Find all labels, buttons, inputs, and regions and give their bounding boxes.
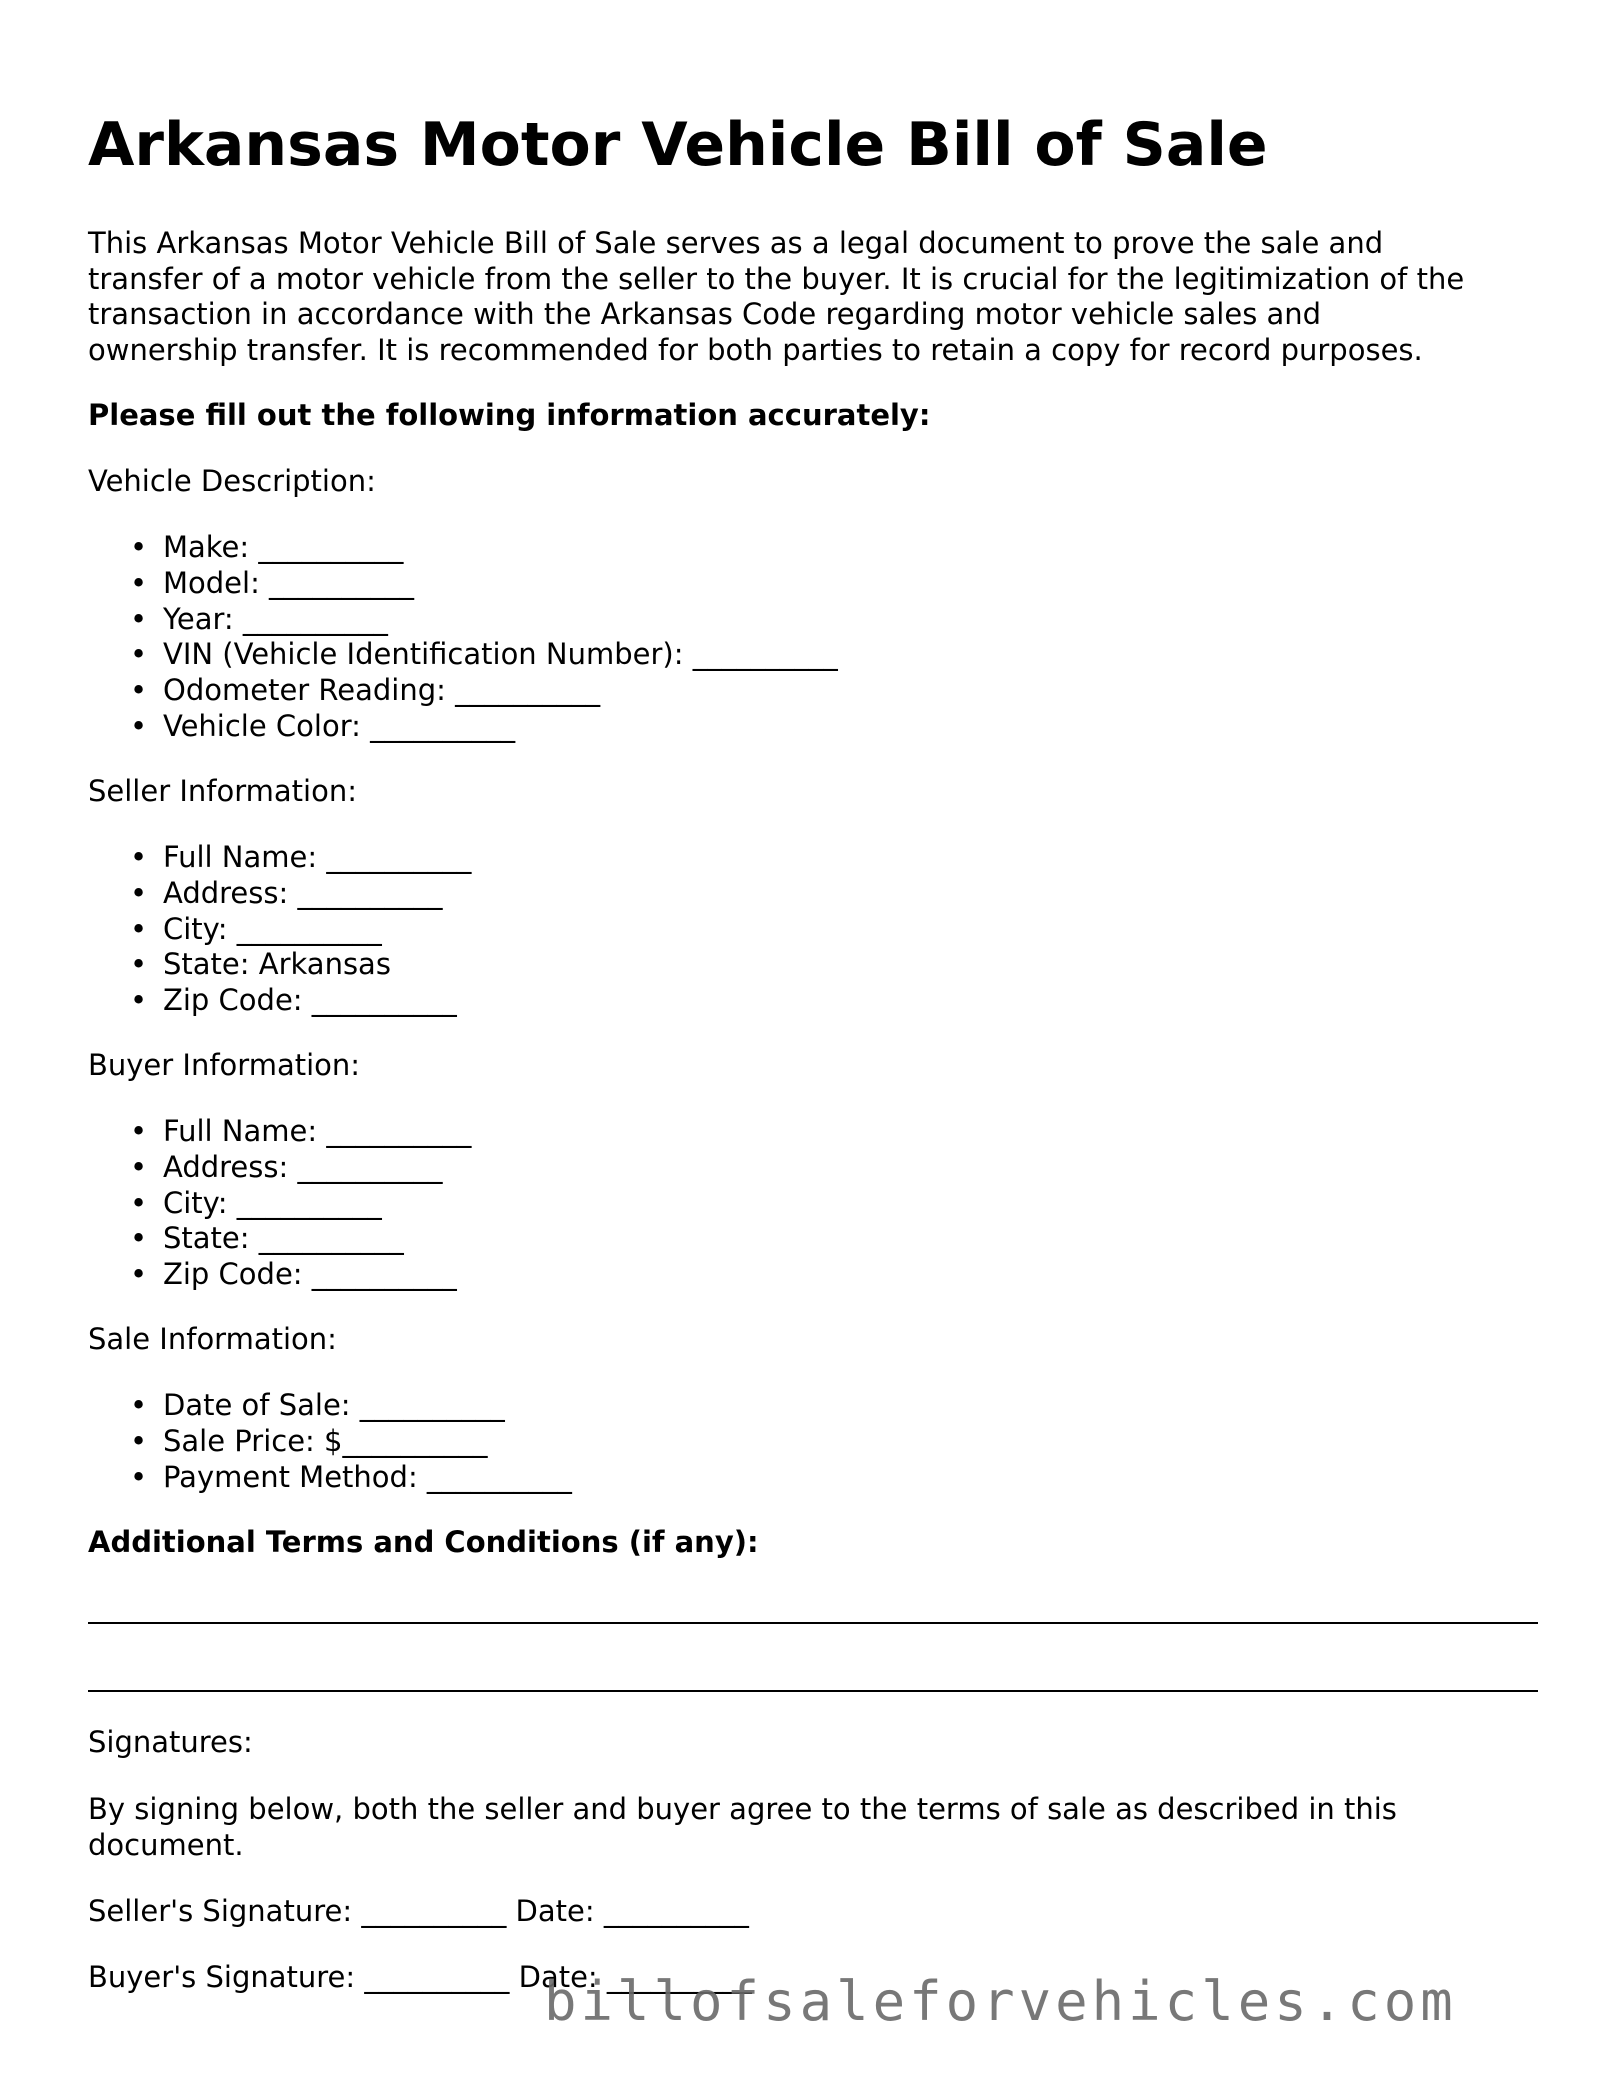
vehicle-make-field[interactable]: • Make: __________ [88,530,838,566]
sale-field-list [88,1388,572,1495]
buyer-full-name-field[interactable]: • Full Name: __________ [88,1114,471,1150]
buyer-signature-line[interactable]: Buyer's Signature: __________ Date: __________ [88,1960,752,1994]
intro-line: transaction in accordance with the Arkansas Code regarding motor vehicle sales and [88,297,1322,331]
buyer-address-field[interactable]: • Address: __________ [88,1150,471,1186]
buyer-zip-field[interactable]: • Zip Code: __________ [88,1257,471,1293]
seller-zip-field[interactable]: • Zip Code: __________ [88,983,471,1019]
signatures-heading: Signatures: [88,1725,253,1759]
instruction-heading: Please fill out the following information accurately: [88,398,931,432]
buyer-section-heading: Buyer Information: [88,1048,361,1082]
intro-paragraph [88,226,1538,368]
buyer-state-field[interactable]: • State: __________ [88,1221,471,1257]
seller-city-field[interactable]: • City: __________ [88,912,471,948]
sale-section-heading: Sale Information: [88,1322,337,1356]
sale-date-field[interactable]: • Date of Sale: __________ [88,1388,572,1424]
seller-state-field: • State: Arkansas [88,947,471,983]
seller-signature-line[interactable]: Seller's Signature: __________ Date: __________ [88,1894,749,1928]
intro-line: ownership transfer. It is recommended for both parties to retain a copy for record purposes. [88,332,1423,367]
terms-line[interactable] [88,1690,1538,1692]
vehicle-odometer-field[interactable]: • Odometer Reading: __________ [88,673,838,709]
vehicle-field-list [88,530,838,745]
terms-heading: Additional Terms and Conditions (if any): [88,1525,759,1559]
vehicle-section-heading: Vehicle Description: [88,464,376,498]
seller-field-list [88,840,471,1019]
watermark-text: billofsaleforvehicles.com [544,1970,1457,2033]
sale-price-field[interactable]: • Sale Price: $__________ [88,1424,572,1460]
page-title: Arkansas Motor Vehicle Bill of Sale [88,110,1268,180]
vehicle-vin-field[interactable]: • VIN (Vehicle Identification Number): __________ [88,637,838,673]
vehicle-year-field[interactable]: • Year: __________ [88,602,838,638]
vehicle-model-field[interactable]: • Model: __________ [88,566,838,602]
agreement-line: document. [88,1827,244,1862]
buyer-city-field[interactable]: • City: __________ [88,1186,471,1222]
vehicle-color-field[interactable]: • Vehicle Color: __________ [88,709,838,745]
seller-section-heading: Seller Information: [88,774,357,808]
intro-line: This Arkansas Motor Vehicle Bill of Sale serves as a legal document to prove the sale and [88,226,1384,260]
payment-method-field[interactable]: • Payment Method: __________ [88,1460,572,1496]
agreement-line: By signing below, both the seller and buyer agree to the terms of sale as described in this [88,1792,1397,1826]
buyer-field-list [88,1114,471,1293]
terms-line[interactable] [88,1622,1538,1624]
seller-address-field[interactable]: • Address: __________ [88,876,471,912]
signature-agreement-text [88,1792,1397,1863]
intro-line: transfer of a motor vehicle from the seller to the buyer. It is crucial for the legitimization of the [88,261,1465,296]
seller-full-name-field[interactable]: • Full Name: __________ [88,840,471,876]
